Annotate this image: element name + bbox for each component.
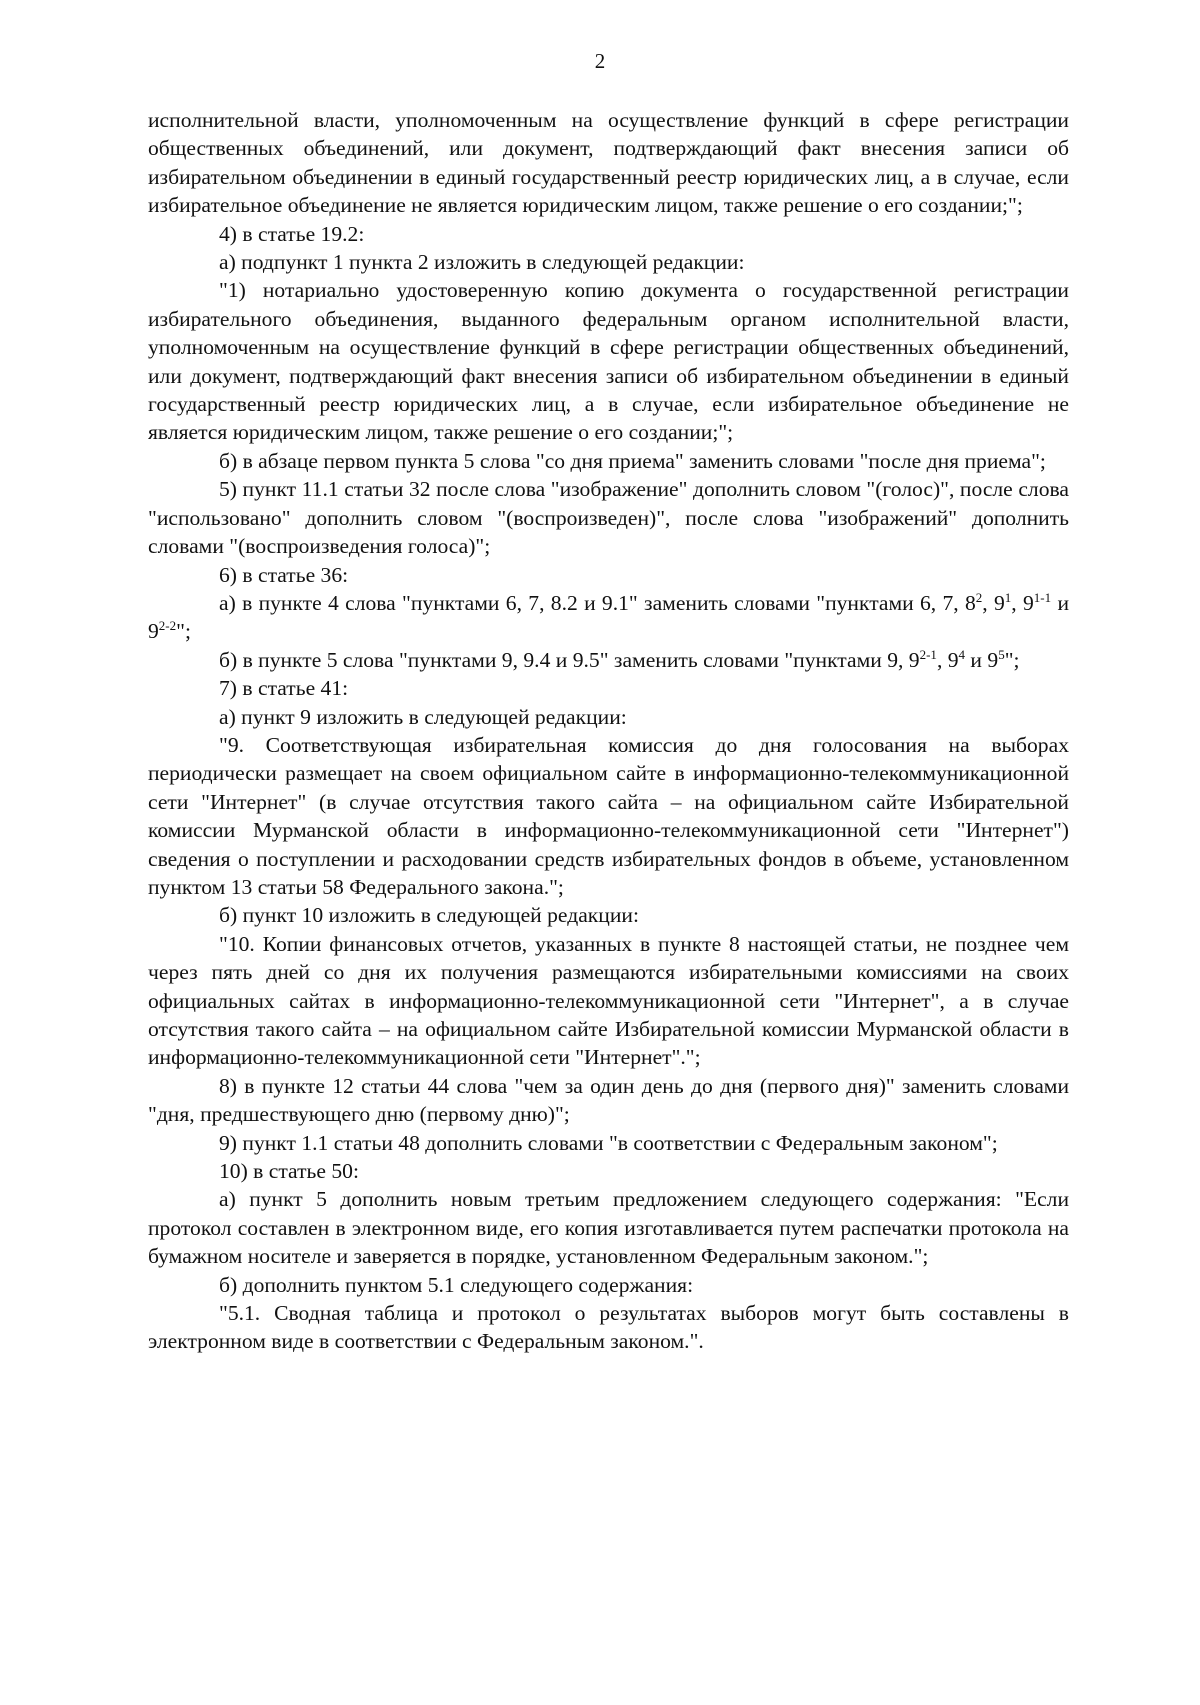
paragraph: 4) в статье 19.2: xyxy=(219,221,365,246)
paragraph: а) пункт 5 дополнить новым третьим предложением следующего содержания: "Если протокол составлен в электронном виде, его копия изготавливается путем распечатки протокола на бумажном носителе и заверяется в порядке, установленном Федеральным законом."; xyxy=(148,1187,1069,1269)
paragraph: б) пункт 10 изложить в следующей редакции: xyxy=(219,903,639,928)
paragraph: "1) нотариально удостоверенную копию документа о государственной регистрации избирательного объединения, выданного федеральным органом исполнительной власти, уполномоченным на осуществление функций в сфере регистрации общественных объединений, или документ, подтверждающий факт внесения записи об избирательном объединении в единый государственный реестр юридических лиц, а в случае, если избирательное объединение не является юридическим лицом, также решение о его создании;"; xyxy=(148,278,1069,445)
text-run: б) в пункте 5 слова "пунктами 9, 9.4 и 9.5" заменить словами "пунктами 9, 9 xyxy=(219,647,920,672)
paragraph: 8) в пункте 12 статьи 44 слова "чем за один день до дня (первого дня)" заменить словами "дня, предшествующего дню (первому дню)"; xyxy=(148,1073,1069,1127)
paragraph: 10) в статье 50: xyxy=(219,1159,359,1184)
paragraph: 7) в статье 41: xyxy=(219,676,349,701)
paragraph: б) дополнить пунктом 5.1 следующего содержания: xyxy=(219,1272,694,1297)
paragraph: б) в абзаце первом пункта 5 слова "со дня приема" заменить словами "после дня приема"; xyxy=(219,448,1046,473)
superscript: 1-1 xyxy=(1033,589,1052,605)
paragraph: исполнительной власти, уполномоченным на осуществление функций в сфере регистрации общественных объединений, или документ, подтверждающий факт внесения записи об избирательном объединении в единый государственный реестр юридических лиц, а в случае, если избирательное объединение не является юридическим лицом, также решение о его создании;"; xyxy=(148,108,1069,218)
paragraph: "10. Копии финансовых отчетов, указанных в пункте 8 настоящей статьи, не позднее чем через пять дней со дня их получения размещаются избирательными комиссиями на своих официальных сайтах в информационно-телекоммуникационной сети "Интернет", а в случае отсутствия такого сайта – на официальном сайте Избирательной комиссии Мурманской области в информационно-телекоммуникационной сети "Интернет"."; xyxy=(148,931,1069,1070)
text-run: а) в пункте 4 слова "пунктами 6, 7, 8.2 и 9.1" заменить словами "пунктами 6, 7, 8 xyxy=(219,590,976,615)
superscript: 2 xyxy=(975,589,983,605)
text-run: , 9 xyxy=(1011,590,1034,615)
paragraph: а) подпункт 1 пункта 2 изложить в следующей редакции: xyxy=(219,250,745,275)
paragraph xyxy=(148,646,1069,674)
text-run: и 9 xyxy=(965,647,999,672)
superscript: 5 xyxy=(998,646,1005,662)
text-run: "; xyxy=(176,619,191,644)
text-run: "; xyxy=(1004,647,1020,672)
paragraph: 9) пункт 1.1 статьи 48 дополнить словами "в соответствии с Федеральным законом"; xyxy=(219,1130,998,1155)
paragraph: "5.1. Сводная таблица и протокол о результатах выборов могут быть составлены в электронном виде в соответствии с Федеральным законом.". xyxy=(148,1301,1069,1354)
paragraph: а) пункт 9 изложить в следующей редакции: xyxy=(219,704,627,729)
superscript: 2-2 xyxy=(158,618,177,634)
paragraph xyxy=(148,589,1069,646)
text-run: и 9 xyxy=(148,590,1069,644)
superscript: 2-1 xyxy=(919,646,937,662)
document-body xyxy=(148,106,1069,1356)
page-number: 2 xyxy=(594,49,606,73)
paragraph: 5) пункт 11.1 статьи 32 после слова "изображение" дополнить словом "(голос)", после слова "использовано" дополнить словом "(воспроизведен)", после слова "изображений" дополнить словами "(воспроизведения голоса)"; xyxy=(148,477,1069,559)
paragraph: "9. Соответствующая избирательная комиссия до дня голосования на выборах периодически размещает на своем официальном сайте в информационно-телекоммуникационной сети "Интернет" (в случае отсутствия такого сайта – на официальном сайте Избирательной комиссии Мурманской области в информационно-телекоммуникационной сети "Интернет") сведения о поступлении и расходовании средств избирательных фондов в объеме, установленном пунктом 13 статьи 58 Федерального закона."; xyxy=(148,732,1069,899)
superscript: 4 xyxy=(958,646,966,662)
text-run: , 9 xyxy=(936,647,959,672)
superscript: 1 xyxy=(1004,589,1012,605)
paragraph: 6) в статье 36: xyxy=(219,562,349,587)
text-run: , 9 xyxy=(982,590,1005,615)
